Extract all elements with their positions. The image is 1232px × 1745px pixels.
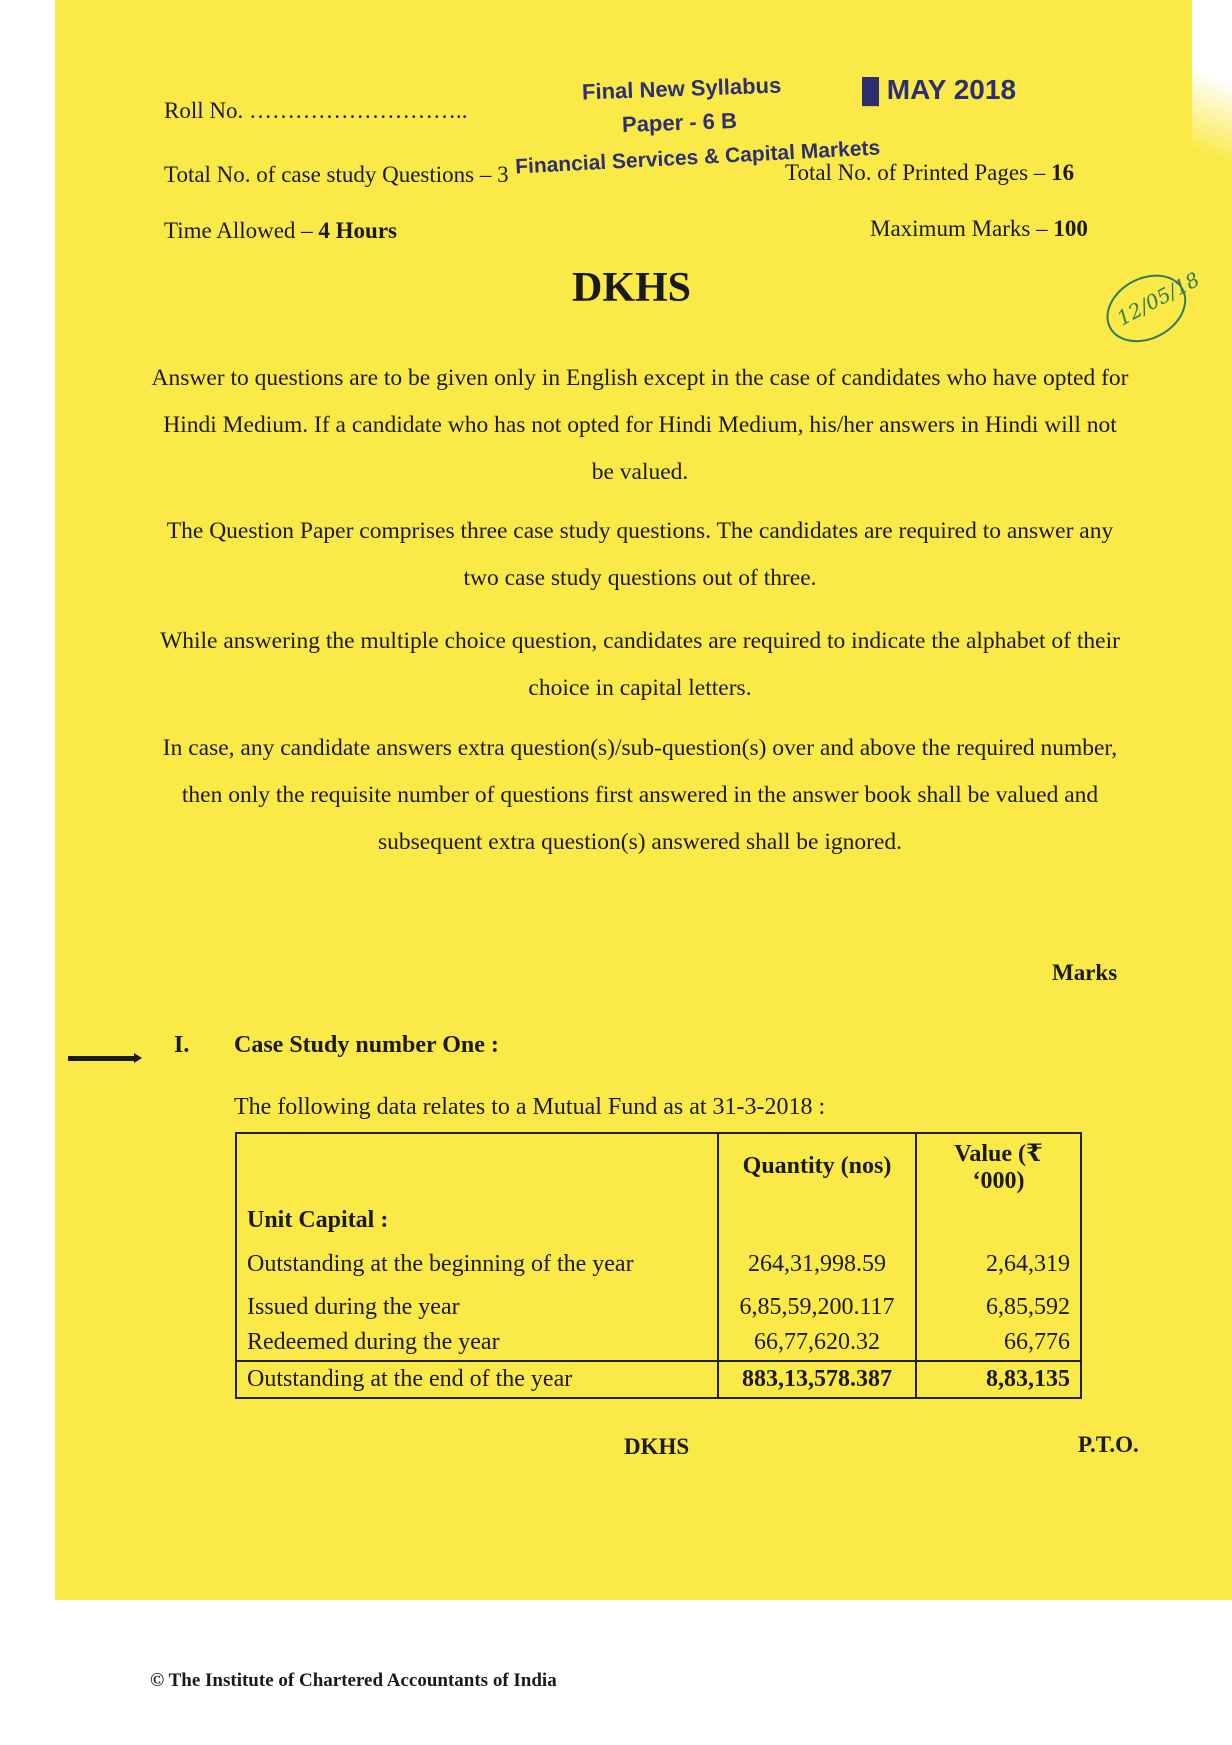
table-section-row (236, 1199, 1081, 1238)
header-value: Value (₹ ‘000) (916, 1133, 1081, 1199)
section-heading: Unit Capital : (236, 1199, 718, 1238)
instruction-questions: The Question Paper comprises three case study questions. The candidates are required to answer any two case study questions out of three. (166, 518, 1114, 591)
maximum-marks (870, 216, 1088, 242)
section-blank-value (916, 1199, 1081, 1238)
row-label: Issued during the year (236, 1290, 718, 1325)
total-label: Outstanding at the end of the year (236, 1361, 718, 1398)
copyright: © The Institute of Chartered Accountants of India (150, 1670, 557, 1691)
handwritten-note: 12/05/18 (1112, 267, 1204, 331)
header-quantity: Quantity (nos) (718, 1133, 916, 1199)
table-row (236, 1238, 1081, 1290)
header-blank-cell (236, 1133, 718, 1199)
stamp-subject: Financial Services & Capital Markets (514, 136, 881, 179)
time-allowed (164, 218, 397, 244)
time-value: 4 Hours (318, 218, 398, 243)
case-study-title: Case Study number One : (234, 1032, 499, 1058)
paper-code: DKHS (572, 265, 692, 311)
row-quantity: 264,31,998.59 (718, 1238, 916, 1290)
row-value: 66,776 (916, 1325, 1081, 1361)
case-study-number: I. (174, 1032, 190, 1058)
row-quantity: 6,85,59,200.117 (718, 1290, 916, 1325)
marks-label: Maximum Marks – (870, 216, 1054, 241)
stamp-syllabus: Final New Syllabus (581, 72, 782, 105)
roll-no: Roll No. ……………………….. (164, 98, 468, 123)
table-row (236, 1290, 1081, 1325)
session-text: MAY 2018 (886, 74, 1017, 105)
total-quantity: 883,13,578.387 (718, 1361, 916, 1398)
total-pages-value: 16 (1051, 160, 1075, 185)
section-blank-quantity (718, 1199, 916, 1238)
row-label: Redeemed during the year (236, 1325, 718, 1361)
table-header-row (236, 1133, 1081, 1199)
table-row (236, 1325, 1081, 1361)
session-stamp (862, 74, 1016, 106)
instruction-extra-answers: In case, any candidate answers extra question(s)/sub-question(s) over and above the required number, then only the requisite number of questions first answered in the answer book shall be valued and subsequent extra question(s) answered shall be ignored. (162, 735, 1118, 855)
table-total-row (236, 1361, 1081, 1398)
marks-value: 100 (1053, 216, 1088, 241)
pto-label: P.T.O. (1078, 1432, 1139, 1457)
total-pages (785, 160, 1074, 186)
row-value: 6,85,592 (916, 1290, 1081, 1325)
total-pages-label: Total No. of Printed Pages – (785, 160, 1052, 185)
total-questions: Total No. of case study Questions – 3 (164, 162, 509, 187)
total-value: 8,83,135 (916, 1361, 1081, 1398)
time-label: Time Allowed – (164, 218, 319, 243)
instruction-language: Answer to questions are to be given only in English except in the case of candidates who have opted for Hindi Medium. If a candidate who has not opted for Hindi Medium, his/her answers in Hindi will not be valued. (151, 365, 1129, 485)
case-study-intro: The following data relates to a Mutual Fund as at 31-3-2018 : (234, 1094, 826, 1120)
session-mark: █ (862, 78, 880, 105)
margin-arrow-mark (68, 1056, 138, 1061)
stamp-paper: Paper - 6 B (621, 108, 738, 137)
row-quantity: 66,77,620.32 (718, 1325, 916, 1361)
row-value: 2,64,319 (916, 1238, 1081, 1290)
row-label: Outstanding at the beginning of the year (236, 1238, 718, 1290)
footer-code: DKHS (624, 1434, 690, 1459)
mutual-fund-table (235, 1132, 1082, 1399)
instruction-mcq: While answering the multiple choice question, candidates are required to indicate the alphabet of their choice in capital letters. (160, 628, 1120, 701)
marks-heading: Marks (1052, 960, 1118, 985)
